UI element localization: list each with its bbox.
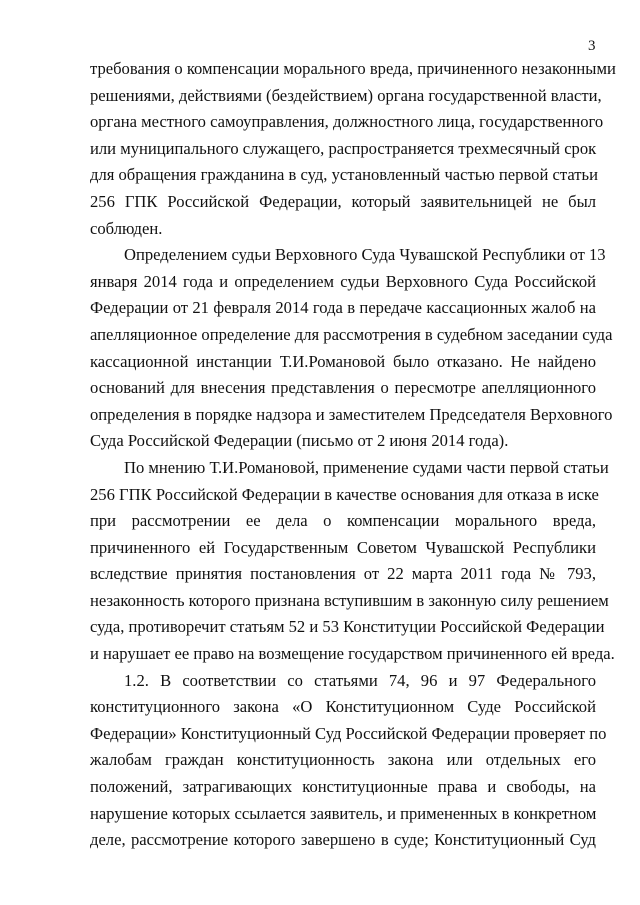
text-line: незаконность которого признана вступившим в законную силу решением — [90, 590, 609, 610]
text-line: соблюден. — [90, 218, 163, 238]
text-line: и нарушает ее право на возмещение государством причиненного ей вреда. — [90, 644, 615, 664]
page-number: 3 — [588, 38, 596, 54]
text-line: положений, затрагивающих конституционные права и свободы, на — [90, 777, 596, 797]
text-line: суда, противоречит статьям 52 и 53 Конституции Российской Федерации — [90, 617, 605, 637]
text-line: 1.2. В соответствии со статьями 74, 96 и 97 Федерального — [124, 670, 596, 690]
text-line: нарушение которых ссылается заявитель, и примененных в конкретном — [90, 803, 597, 823]
text-line: причиненного ей Государственным Советом Чувашской Республики — [90, 537, 596, 557]
text-line: или муниципального служащего, распространяется трехмесячный срок — [90, 138, 597, 158]
text-line: жалобам граждан конституционность закона или отдельных его — [90, 750, 596, 770]
text-line: решениями, действиями (бездействием) органа государственной власти, — [90, 85, 602, 105]
text-line: По мнению Т.И.Романовой, применение судами части первой статьи — [124, 457, 609, 477]
text-line: 256 ГПК Российской Федерации, который заявительницей не был — [90, 191, 596, 211]
text-line: Суда Российской Федерации (письмо от 2 июня 2014 года). — [90, 431, 509, 451]
text-line: января 2014 года и определением судьи Верховного Суда Российской — [90, 271, 596, 291]
text-line: конституционного закона «О Конституционном Суде Российской — [90, 697, 596, 717]
text-line: оснований для внесения представления о пересмотре апелляционного — [90, 378, 596, 398]
document-body — [90, 56, 616, 854]
text-line: Определением судьи Верховного Суда Чувашской Республики от 13 — [124, 245, 606, 265]
text-line: для обращения гражданина в суд, установленный частью первой статьи — [90, 165, 598, 185]
text-line: апелляционное определение для рассмотрения в судебном заседании суда — [90, 324, 613, 344]
text-line: 256 ГПК Российской Федерации в качестве основания для отказа в иске — [90, 484, 599, 504]
text-line: вследствие принятия постановления от 22 марта 2011 года № 793, — [90, 564, 596, 584]
paragraph-2 — [90, 242, 613, 455]
text-line: определения в порядке надзора и заместителем Председателя Верховного — [90, 404, 613, 424]
paragraph-1 — [90, 56, 616, 242]
text-line: при рассмотрении ее дела о компенсации морального вреда, — [90, 511, 596, 531]
text-line: Федерации» Конституционный Суд Российской Федерации проверяет по — [90, 723, 607, 743]
text-line: Федерации от 21 февраля 2014 года в передаче кассационных жалоб на — [90, 298, 596, 318]
text-line: органа местного самоуправления, должностного лица, государственного — [90, 112, 604, 132]
paragraph-4 — [90, 668, 607, 854]
text-line: деле, рассмотрение которого завершено в суде; Конституционный Суд — [90, 830, 596, 850]
text-line: кассационной инстанции Т.И.Романовой было отказано. Не найдено — [90, 351, 596, 371]
text-line: требования о компенсации морального вреда, причиненного незаконными — [90, 59, 616, 78]
paragraph-3 — [90, 455, 615, 668]
